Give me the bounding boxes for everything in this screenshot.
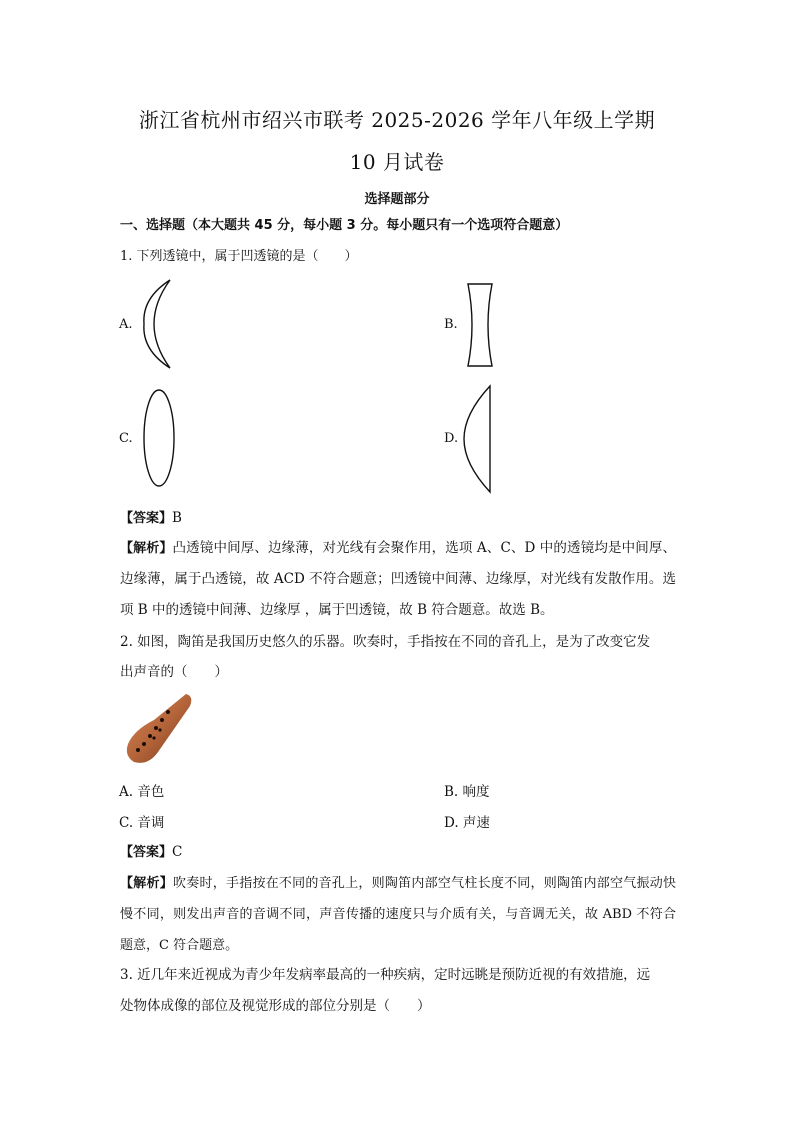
answer-tag: 【答案】 xyxy=(120,511,173,526)
q2-analysis xyxy=(120,868,676,961)
q1-analysis xyxy=(120,533,676,626)
q3-stem-line1: 3. 近几年来近视成为青少年发病率最高的一种疾病，定时远眺是预防近视的有效措施，远 xyxy=(120,967,651,983)
analysis-tag: 【解析】 xyxy=(120,541,173,556)
q2-option-b: B. 响度 xyxy=(444,784,490,800)
meniscus-lens-icon xyxy=(138,278,178,370)
q1-answer xyxy=(120,508,680,529)
answer-tag: 【答案】 xyxy=(120,845,173,860)
plano-convex-lens-icon xyxy=(462,384,494,494)
answer-value: B xyxy=(172,510,182,526)
analysis-text: 吹奏时，手指按在不同的音孔上，则陶笛内部空气柱长度不同，则陶笛内部空气振动快慢不同，则发出声音的音调不同，声音传播的速度只与介质有关，与音调无关，故 ABD 不符合题意，C 符合题意。 xyxy=(120,876,676,953)
biconcave-lens-icon xyxy=(464,282,496,368)
analysis-text: 凸透镜中间厚、边缘薄，对光线有会聚作用，选项 A、C、D 中的透镜均是中间厚、边缘薄，属于凸透镜，故 ACD 不符合题意；凹透镜中间薄、边缘厚，对光线有发散作用。选项 B 中的透镜中间薄、边缘厚 ，属于凹透镜，故 B 符合题意。故选 B。 xyxy=(120,540,676,618)
biconvex-lens-icon xyxy=(140,388,178,488)
analysis-tag: 【解析】 xyxy=(120,876,173,891)
q2-option-d: D. 声速 xyxy=(444,815,490,831)
answer-value: C xyxy=(172,844,183,860)
q2-answer xyxy=(120,842,680,863)
q1-stem: 1. 下列透镜中，属于凹透镜的是（ ） xyxy=(120,249,358,264)
q3-stem-line2: 处物体成像的部位及视觉形成的部位分别是（ ） xyxy=(120,998,431,1014)
q1-option-b-label: B. xyxy=(444,317,458,332)
q1-option-a-label: A. xyxy=(119,317,133,332)
q1-option-d-label: D. xyxy=(444,431,459,446)
q2-stem-line2: 出声音的（ ） xyxy=(120,664,228,680)
part-heading: 一、选择题（本大题共 45 分，每小题 3 分。每小题只有一个选项符合题意） xyxy=(120,218,569,233)
q2-option-c: C. 音调 xyxy=(119,815,165,831)
q2-option-a: A. 音色 xyxy=(119,784,165,800)
exam-title-line2: 10 月试卷 xyxy=(349,150,445,174)
exam-title-line1: 浙江省杭州市绍兴市联考 2025-2026 学年八年级上学期 xyxy=(138,108,656,132)
section-heading: 选择题部分 xyxy=(364,192,430,207)
ocarina-image xyxy=(124,690,196,768)
q2-stem-line1: 2. 如图，陶笛是我国历史悠久的乐器。吹奏时，手指按在不同的音孔上，是为了改变它发 xyxy=(120,634,651,650)
q1-option-c-label: C. xyxy=(119,431,133,446)
